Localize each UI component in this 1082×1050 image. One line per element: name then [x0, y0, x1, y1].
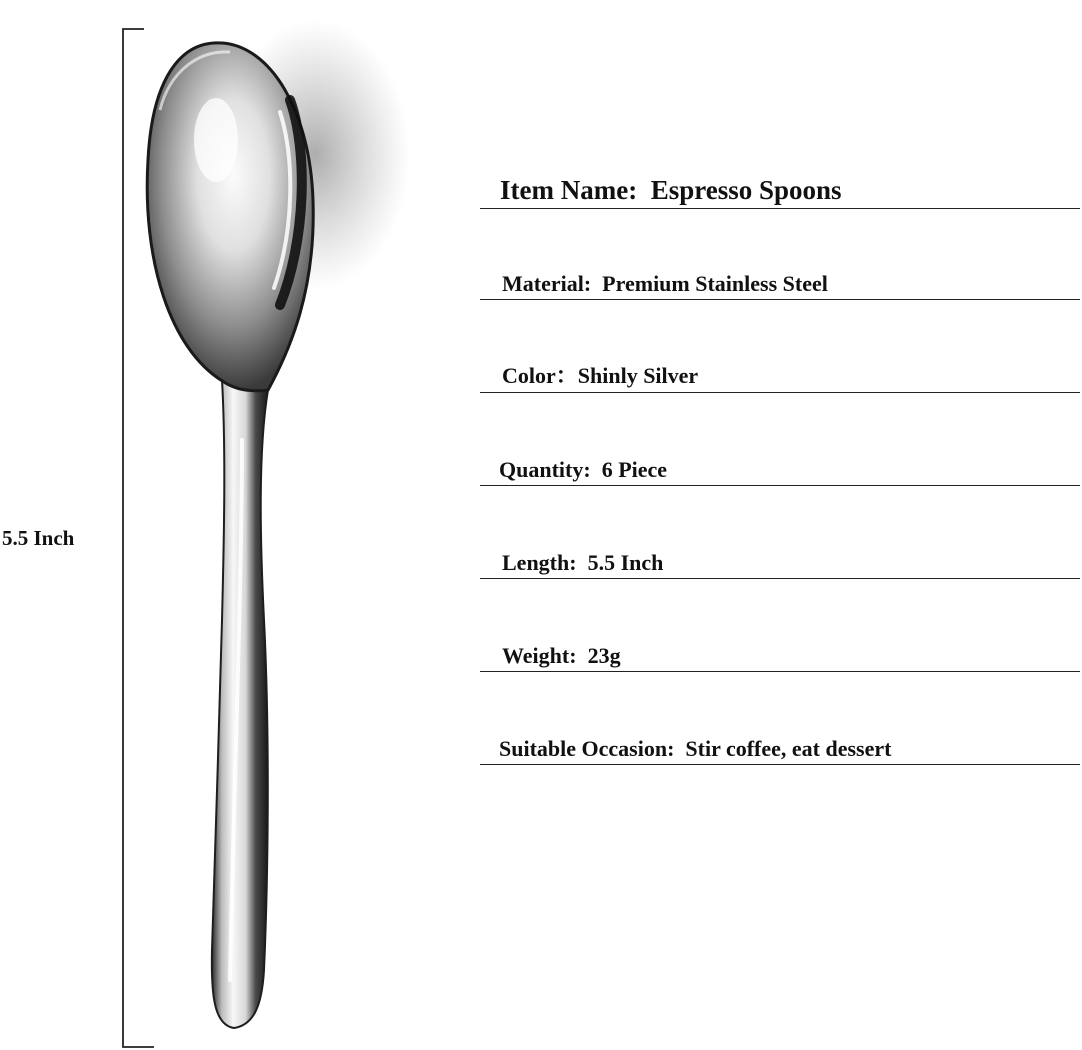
spec-length: [502, 550, 663, 576]
spec-label: Item Name:: [500, 175, 638, 205]
spec-value: 23g: [587, 643, 621, 668]
spec-row-color: [480, 352, 1080, 393]
spec-value: 5.5 Inch: [587, 550, 664, 575]
spec-value: Shinly Silver: [577, 363, 699, 388]
spec-quantity: [499, 457, 667, 483]
spec-row-weight: [480, 631, 1080, 672]
spec-value: Premium Stainless Steel: [602, 271, 828, 296]
spec-label: Weight:: [502, 643, 577, 668]
spec-label: Color：: [502, 363, 578, 388]
spec-color: [502, 359, 698, 390]
spec-label: Suitable Occasion:: [499, 736, 675, 761]
spec-item-name: [500, 175, 842, 206]
spec-value: 6 Piece: [601, 457, 668, 482]
spec-value: Stir coffee, eat dessert: [685, 736, 892, 761]
spec-row-suitable-occasion: [480, 724, 1080, 765]
spec-row-item-name: [480, 168, 1080, 209]
spec-value: Espresso Spoons: [650, 175, 842, 205]
spec-suitable-occasion: [499, 736, 891, 762]
spec-row-length: [480, 538, 1080, 579]
espresso-spoon-icon: [130, 20, 410, 1050]
dimension-label: 5.5 Inch: [2, 526, 75, 550]
spec-row-quantity: [480, 445, 1080, 486]
spec-label: Length:: [502, 550, 577, 575]
spec-material: [502, 271, 828, 297]
spec-label: Quantity:: [499, 457, 591, 482]
spec-row-material: [480, 259, 1080, 300]
spec-label: Material:: [502, 271, 592, 296]
spec-weight: [502, 643, 621, 669]
